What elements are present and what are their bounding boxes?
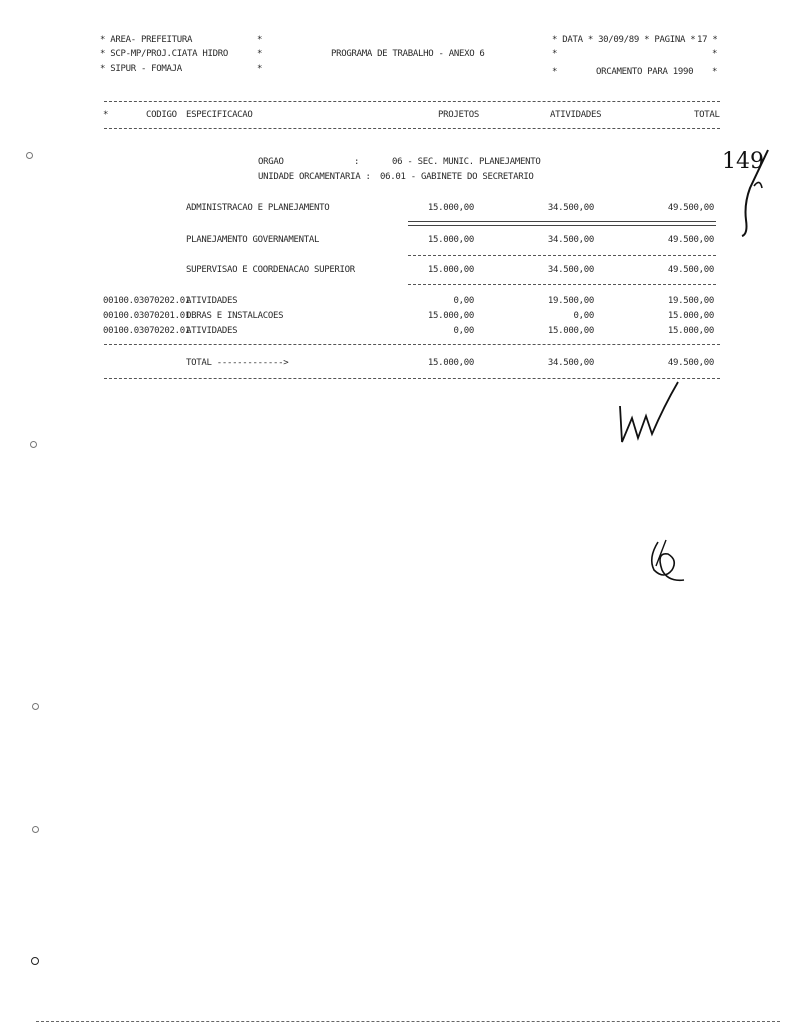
handwritten-folio-number: 149 [722,149,764,174]
orgao-value: 06 - SEC. MUNIC. PLANEJAMENTO [392,157,541,167]
detail-row-total: 15.000,00 [667,326,714,336]
column-total: TOTAL [694,110,720,120]
total-atividades: 34.500,00 [547,358,594,368]
date-page-label: * DATA * 30/09/89 * PAGINA * [552,35,696,45]
summary-row-projetos: 15.000,00 [427,203,474,213]
punch-hole-icon [32,826,39,833]
detail-row-atividades: 15.000,00 [547,326,594,336]
summary-row-label: PLANEJAMENTO GOVERNAMENTAL [186,235,320,245]
detail-row-code: 00100.03070202.01 [103,296,191,306]
orgao-label: ORGAO [258,157,284,167]
detail-row-total: 19.500,00 [667,296,714,306]
header-left-line1: * AREA- PREFEITURA [100,35,193,45]
detail-row-label: ATIVIDADES [186,296,238,306]
column-especificacao: ESPECIFICACAO [186,110,253,120]
summary-row-projetos: 15.000,00 [427,235,474,245]
subtotal-rule [408,284,716,285]
detail-row-atividades: 0,00 [573,311,594,321]
column-codigo: CODIGO [146,110,177,120]
detail-row-atividades: 19.500,00 [547,296,594,306]
folio-flourish-icon [740,148,772,238]
detail-row-projetos: 0,00 [453,296,474,306]
summary-row-total: 49.500,00 [667,265,714,275]
punch-hole-icon [32,703,39,710]
column-projetos: PROJETOS [438,110,479,120]
punch-hole-icon [31,957,39,965]
total-label: TOTAL -------------> [186,358,289,368]
summary-row-total: 49.500,00 [667,203,714,213]
detail-row-total: 15.000,00 [667,311,714,321]
detail-row-code: 00100.03070202.01 [103,326,191,336]
scan-edge-line [36,1021,780,1022]
subtotal-rule [408,255,716,256]
punch-hole-icon [30,441,37,448]
summary-row-atividades: 34.500,00 [547,235,594,245]
unidade-label: UNIDADE ORCAMENTARIA : [258,172,371,182]
column-header-bottom-rule [104,128,720,129]
header-left-line3: * SIPUR - FOMAJA [100,64,182,74]
signature-initials-icon [612,376,682,446]
summary-row-total: 49.500,00 [667,235,714,245]
summary-row-atividades: 34.500,00 [547,265,594,275]
header-star: * [552,49,558,59]
detail-row-label: OBRAS E INSTALACOES [186,311,284,321]
column-header-top-rule [104,101,720,102]
orgao-colon: : [354,157,360,167]
header-star: * [257,49,263,59]
header-star: * [257,35,263,45]
unidade-value: 06.01 - GABINETE DO SECRETARIO [380,172,534,182]
header-star: * [712,49,718,59]
report-title: PROGRAMA DE TRABALHO - ANEXO 6 [331,49,485,59]
summary-row-atividades: 34.500,00 [547,203,594,213]
summary-row-label: ADMINISTRACAO E PLANEJAMENTO [186,203,330,213]
signature-mark-icon [644,536,688,586]
header-left-line2: * SCP-MP/PROJ.CIATA HIDRO [100,49,228,59]
summary-row-label: SUPERVISAO E COORDENACAO SUPERIOR [186,265,355,275]
page-number: 17 * [697,35,718,45]
double-underline [408,221,716,226]
budget-year-label: ORCAMENTO PARA 1990 [596,67,694,77]
detail-row-label: ATIVIDADES [186,326,238,336]
column-header-star: * [103,110,109,120]
header-star: * [257,64,263,74]
detail-row-projetos: 15.000,00 [427,311,474,321]
header-star: * [712,67,718,77]
summary-row-projetos: 15.000,00 [427,265,474,275]
detail-row-code: 00100.03070201.01 [103,311,191,321]
total-top-rule [104,344,720,345]
header-star: * [552,67,558,77]
total-projetos: 15.000,00 [427,358,474,368]
total-total: 49.500,00 [667,358,714,368]
detail-row-projetos: 0,00 [453,326,474,336]
column-atividades: ATIVIDADES [550,110,602,120]
punch-hole-icon [26,152,33,159]
